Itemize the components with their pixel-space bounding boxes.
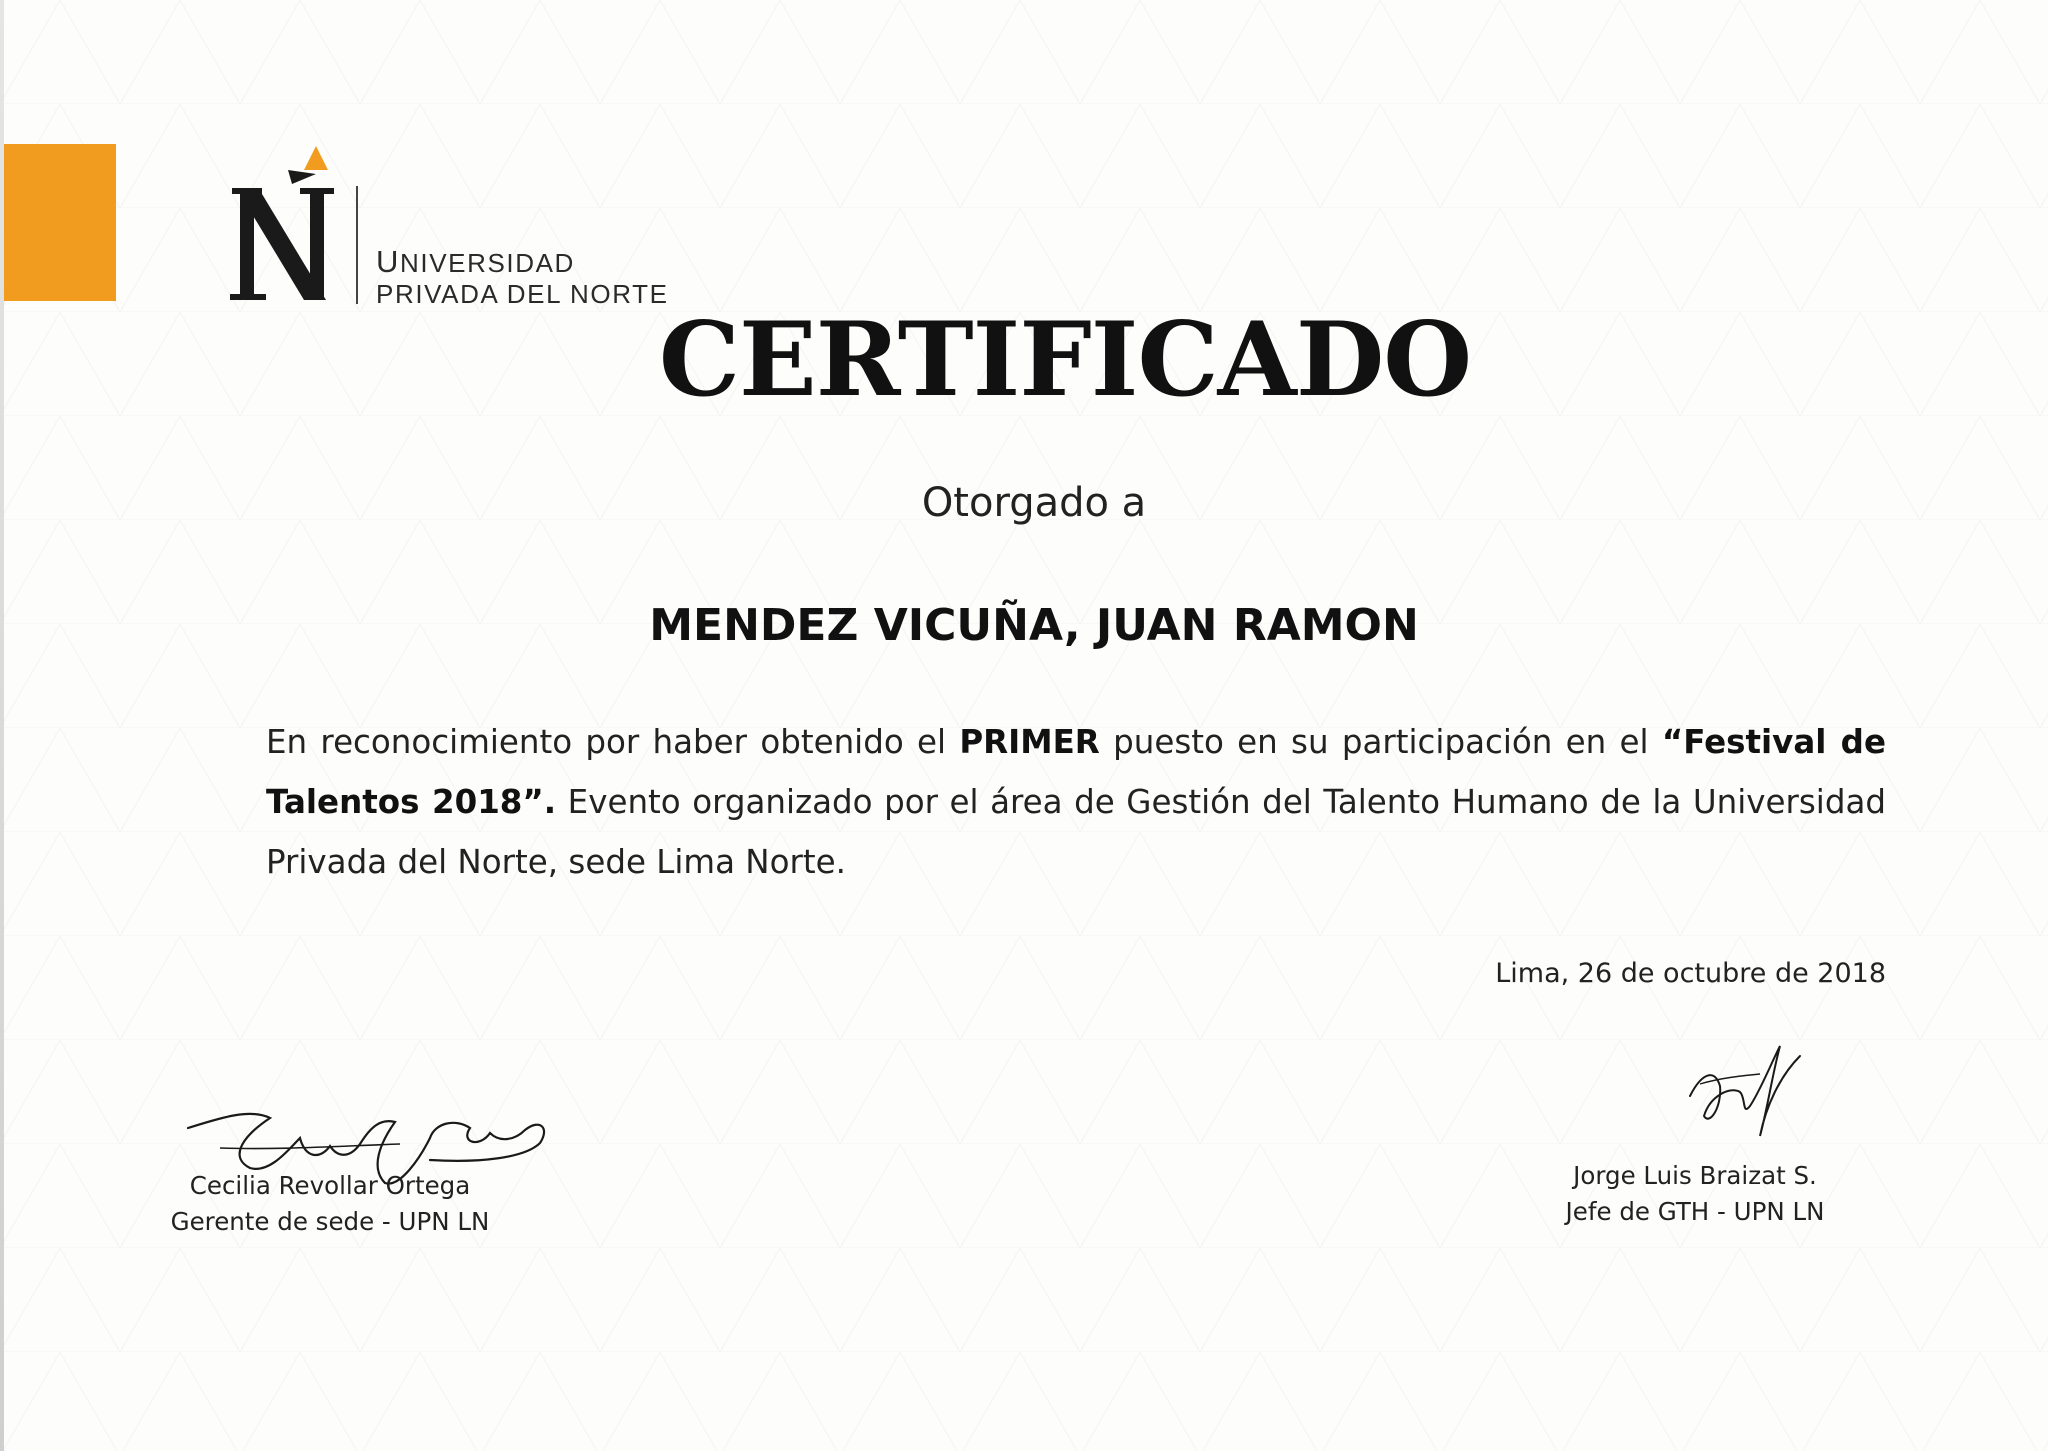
body-part3: Evento organizado por el área de Gestión del Talento Humano de la Universidad Privada del Norte, sede Lima Norte.: [266, 783, 1887, 881]
awarded-to-label: Otorgado a: [921, 480, 1147, 526]
body-part1: En reconocimiento por haber obtenido el: [266, 723, 960, 761]
signer-name-right: Jorge Luis Braizat S.: [1573, 1161, 1817, 1190]
issue-date: Lima, 26 de octubre de 2018: [1495, 958, 1886, 989]
university-n-logo-icon: [226, 140, 342, 306]
handwritten-signature-right: [1680, 1036, 1810, 1156]
event-name: “Festival de Talentos 2018”.: [266, 723, 1886, 821]
signer-role-right: Jefe de GTH - UPN LN: [1565, 1197, 1825, 1226]
rank-highlight: PRIMER: [959, 723, 1100, 761]
recipient-name: MENDEZ VICUÑA, JUAN RAMON: [649, 600, 1419, 651]
university-name-line1: NIVERSIDAD: [400, 248, 575, 278]
signature-block-left: [150, 1168, 510, 1240]
signer-role-left: Gerente de sede - UPN LN: [170, 1207, 490, 1236]
certificate-title: CERTIFICADO: [658, 300, 1472, 420]
orange-corner-block: [4, 144, 116, 301]
body-part2: puesto en su participación en el: [1099, 723, 1662, 761]
recognition-paragraph: [266, 712, 1886, 892]
university-name-initial: U: [376, 244, 400, 279]
signer-name-left: Cecilia Revollar Ortega: [189, 1171, 471, 1200]
logo-divider: [356, 186, 358, 304]
university-name-line2: PRIVADA DEL NORTE: [376, 279, 669, 309]
signature-block-right: [1530, 1158, 1860, 1230]
